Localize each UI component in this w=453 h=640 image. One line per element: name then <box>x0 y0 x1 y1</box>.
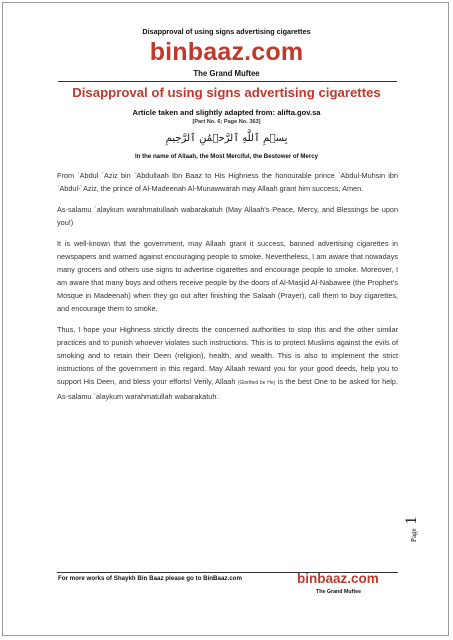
site-logo: binbaaz.com <box>149 38 304 66</box>
page-number <box>403 502 423 542</box>
honorific: (Glorified be He) <box>237 380 276 386</box>
page-label: Page <box>410 528 418 542</box>
paragraph-context: It is well-known that the government, may Allaah grant it success, banned advertising cigarettes in newspapers and warned against encouraging people to smoke. Nevertheless, I am aware that nowadays many grocers and others use signs to advertise cigarettes and encourage people to smoke. Moreover, I am aware that many boys and others receive people by the doors of Al-Masjid Al-Nabawee (the Prophet's Mosque in Madeenah) when they go out after finishing the Salaah (Prayer), call them to buy cigarettes, and encourage them to smoke. <box>57 239 398 313</box>
footer-logo-subtitle: The Grand Muftee <box>316 589 362 595</box>
source-line: Article taken and slightly adapted from: alifta.gov.sa <box>132 108 321 117</box>
document-body <box>57 169 398 411</box>
page-number-value: 1 <box>403 516 420 525</box>
reference-line: [Part No. 6; Page No. 363] <box>192 119 261 125</box>
paragraph-salutation: From `Abdul `Aziz bin `Abdullaah Ibn Baaz to His Highness the honourable prince `Abdul-Muhsin ibn `Abdul-`Aziz, the prince of Al-Madeenah Al-Munawwarah may Allaah grant him success, Amen. <box>57 171 398 193</box>
header-divider <box>58 81 397 82</box>
footer-logo: binbaaz.com <box>297 571 379 586</box>
footer-text: For more works of Shaykh Bin Baaz please go to BinBaaz.com <box>58 575 242 582</box>
running-header-title: Disapproval of using signs advertising cigarettes <box>142 27 311 36</box>
paragraph-request-closing: is the best One to be asked for help. As-salamu `alaykum warahmatullah wabarakatuh. <box>57 377 398 401</box>
logo-subtitle: The Grand Muftee <box>193 69 260 78</box>
in-the-name-line: In the name of Allaah, the Most Merciful, the Bestower of Mercy <box>135 153 318 160</box>
document-title: Disapproval of using signs advertising cigarettes <box>72 85 381 100</box>
paragraph-request <box>57 323 398 403</box>
paragraph-request-text: Thus, I hope your Highness strictly directs the concerned authorities to stop this and the other similar practices and to punish whoever violates such instructions. This is to protect Muslims against the evils of smoking and to retain their Deen (religion), health, and wealth. This is also to implement the strict instructions of the government in this regard. May Allaah reward you for your good deeds, help you to support His Deen, and bless your efforts! Verily, Allaah <box>57 325 398 386</box>
basmala: بِسۡمِ ٱللَّهِ ٱلرَّحۡمَٰنِ ٱلرَّحِيمِ <box>165 133 288 144</box>
paragraph-greeting: As-salamu `alaykum warahmatullaah wabarakatuh (May Allaah's Peace, Mercy, and Blessings be upon you!) <box>57 205 398 227</box>
